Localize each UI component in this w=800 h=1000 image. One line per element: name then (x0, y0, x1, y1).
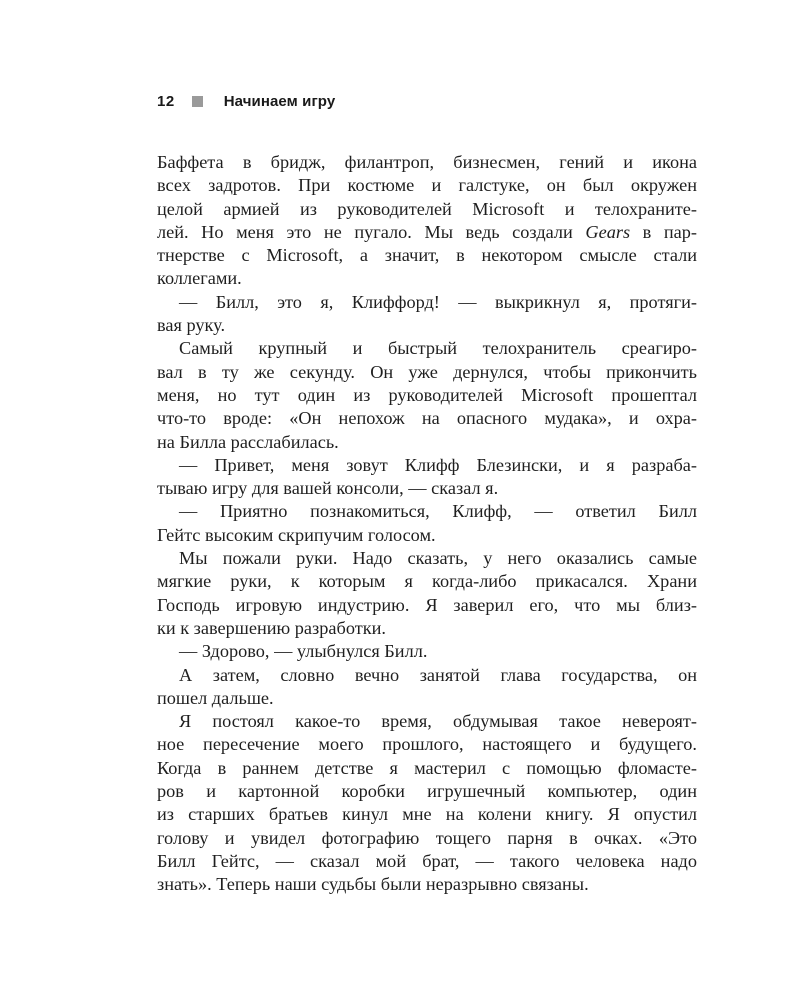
page-number: 12 (157, 92, 175, 110)
text-line: — Привет, меня зовут Клифф Блезински, и я разраба- (179, 454, 697, 475)
text-line: — Здорово, — улыбнулся Билл. (179, 641, 428, 662)
text-segment: лей. Но меня это не пугало. Мы ведь создали (157, 221, 586, 242)
text-line: коллегами. (157, 268, 242, 289)
text-line: целой армией из руководителей Microsoft и телохраните- (157, 198, 697, 219)
text-line: ров и картонной коробки игрушечный компьютер, один (157, 781, 697, 802)
text-line: пошел дальше. (157, 687, 274, 708)
chapter-title: Начинаем игру (223, 92, 336, 110)
text-line: из старших братьев кинул мне на колени книгу. Я опустил (157, 804, 697, 825)
text-line: Баффета в бридж, филантроп, бизнесмен, гений и икона (157, 152, 697, 172)
text-line (157, 221, 697, 244)
text-line: Господь игровую индустрию. Я заверил его, что мы близ- (157, 594, 697, 615)
text-line: Мы пожали руки. Надо сказать, у него оказались самые (179, 548, 697, 569)
text-line: — Билл, это я, Клиффорд! — выкрикнул я, протяги- (179, 291, 697, 312)
text-line: вал в ту же секунду. Он уже дернулся, чтобы прикончить (157, 361, 697, 382)
text-line: Когда в раннем детстве я мастерил с помощью фломасте- (157, 757, 697, 778)
text-line: тнерстве с Microsoft, а значит, в некотором смысле стали (157, 245, 697, 266)
body-text (157, 151, 697, 897)
text-line: меня, но тут один из руководителей Microsoft прошептал (157, 384, 697, 405)
square-bullet-icon (192, 96, 203, 107)
text-line: Самый крупный и быстрый телохранитель среагиро- (179, 338, 697, 359)
text-line: А затем, словно вечно занятой глава государства, он (179, 664, 697, 685)
text-line: мягкие руки, к которым я когда-либо прикасался. Храни (157, 571, 697, 592)
paragraph (157, 547, 697, 640)
text-line: всех задротов. При костюме и галстуке, он был окружен (157, 175, 697, 196)
paragraph (157, 337, 697, 453)
paragraph (157, 664, 697, 711)
paragraph (157, 500, 697, 547)
text-line: ное пересечение моего прошлого, настоящего и будущего. (157, 734, 697, 755)
paragraph (157, 640, 697, 663)
paragraph (157, 291, 697, 338)
text-line: Гейтс высоким скрипучим голосом. (157, 524, 436, 545)
paragraph (157, 151, 697, 291)
text-line: тываю игру для вашей консоли, — сказал я. (157, 478, 499, 499)
text-segment: в пар- (630, 221, 697, 242)
text-line: знать». Теперь наши судьбы были неразрывно связаны. (157, 874, 589, 895)
game-title-italic: Gears (585, 221, 631, 242)
text-line: вая руку. (157, 315, 226, 336)
text-line: ки к завершению разработки. (157, 617, 386, 638)
paragraph (157, 710, 697, 896)
text-line: Билл Гейтс, — сказал мой брат, — такого человека надо (157, 850, 697, 871)
text-line: Я постоял какое-то время, обдумывая такое невероят- (179, 711, 697, 732)
text-line: голову и увидел фотографию тощего парня в очках. «Это (157, 827, 697, 848)
text-line: что-то вроде: «Он непохож на опасного мудака», и охра- (157, 408, 697, 429)
text-line: на Билла расслабилась. (157, 431, 339, 452)
paragraph (157, 454, 697, 501)
running-header (157, 89, 335, 113)
text-line: — Приятно познакомиться, Клифф, — ответил Билл (179, 501, 697, 522)
